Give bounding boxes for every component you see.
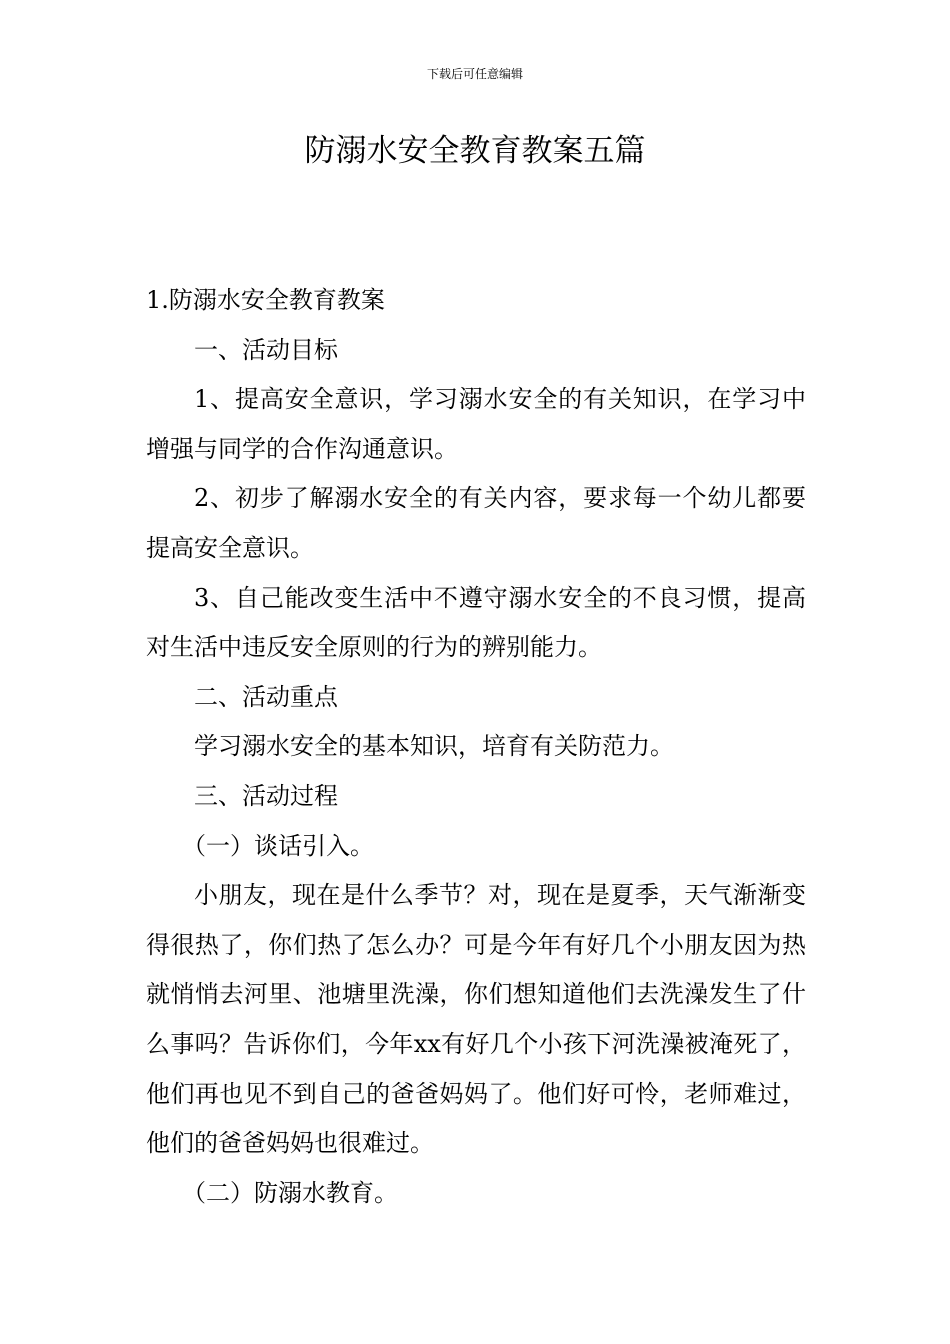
intro-paragraph: 小朋友，现在是什么季节？对，现在是夏季，天气渐渐变得很热了，你们热了怎么办？可是今年有好几个小朋友因为热就悄悄去河里、池塘里洗澡，你们想知道他们去洗澡发生了什么事吗？告诉你们，今年xx有好几个小孩下河洗澡被淹死了，他们再也见不到自己的爸爸妈妈了。他们好可怜，老师难过，他们的爸爸妈妈也很难过。	[146, 881, 806, 1158]
document-body	[146, 276, 806, 1218]
goal-item-2: 2、初步了解溺水安全的有关内容，要求每一个幼儿都要提高安全意识。	[146, 484, 806, 562]
subheading-drowning-education: （二）防溺水教育。	[182, 1178, 398, 1207]
header-note: 下载后可任意编辑	[426, 67, 523, 81]
goal-item-1: 1、提高安全意识，学习溺水安全的有关知识，在学习中增强与同学的合作沟通意识。	[146, 385, 806, 463]
section-title: 1.防溺水安全教育教案	[146, 286, 385, 314]
document-title: 防溺水安全教育教案五篇	[304, 133, 646, 169]
focus-paragraph: 学习溺水安全的基本知识，培育有关防范力。	[194, 732, 674, 761]
heading-activity-process: 三、活动过程	[194, 781, 338, 810]
subheading-intro: （一）谈话引入。	[182, 831, 374, 860]
heading-activity-goals: 一、活动目标	[194, 335, 338, 364]
heading-activity-focus: 二、活动重点	[194, 682, 338, 711]
goal-item-3: 3、自己能改变生活中不遵守溺水安全的不良习惯，提高对生活中违反安全原则的行为的辨别能力。	[146, 583, 806, 662]
